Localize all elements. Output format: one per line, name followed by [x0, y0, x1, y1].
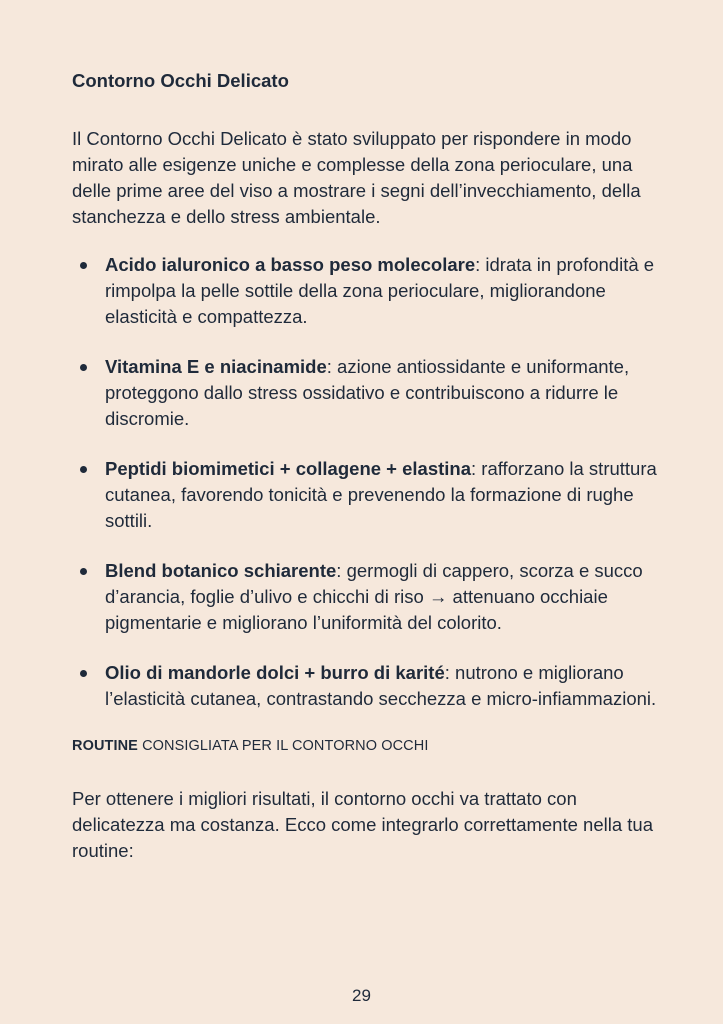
bullet-icon	[80, 364, 87, 371]
bullet-icon	[80, 262, 87, 269]
list-item	[72, 456, 662, 534]
ingredient-name: Peptidi biomimetici + collagene + elastina	[105, 458, 472, 479]
ingredient-description: : germogli di cappero, scorza e succo d’arancia, foglie d’ulivo e chicchi di riso → attenuano occhiaie pigmentarie e migliorano l’uniformità del colorito.	[105, 560, 643, 633]
bullet-icon	[80, 466, 87, 473]
routine-heading-bold: ROUTINE	[72, 738, 138, 754]
list-item	[72, 354, 662, 432]
page-content	[72, 66, 662, 864]
bullet-icon	[80, 568, 87, 575]
ingredient-description: : rafforzano la struttura cutanea, favorendo tonicità e prevenendo la formazione di rughe sottili.	[105, 458, 657, 531]
ingredient-list	[72, 252, 662, 712]
page-number: 29	[352, 986, 371, 1005]
routine-heading-rest: CONSIGLIATA PER IL CONTORNO OCCHI	[137, 738, 429, 754]
ingredient-name: Blend botanico schiarente	[105, 560, 337, 581]
routine-paragraph: Per ottenere i migliori risultati, il contorno occhi va trattato con delicatezza ma costanza. Ecco come integrarlo correttamente nella tua routine:	[72, 788, 653, 861]
ingredient-name: Acido ialuronico a basso peso molecolare	[105, 254, 476, 275]
ingredient-description: : idrata in profondità e rimpolpa la pelle sottile della zona perioculare, migliorandone elasticità e compattezza.	[105, 254, 655, 327]
section-title: Contorno Occhi Delicato	[72, 70, 289, 91]
intro-paragraph: Il Contorno Occhi Delicato è stato sviluppato per rispondere in modo mirato alle esigenze uniche e complesse della zona perioculare, una delle prime aree del viso a mostrare i segni dell’invecchiamento, della stanchezza e dello stress ambientale.	[72, 128, 641, 227]
routine-heading	[72, 736, 662, 756]
list-item	[72, 252, 662, 330]
list-item	[72, 558, 662, 636]
ingredient-name: Vitamina E e niacinamide	[105, 356, 327, 377]
bullet-icon	[80, 670, 87, 677]
ingredient-name: Olio di mandorle dolci + burro di karité	[105, 662, 445, 683]
ingredient-description: : nutrono e migliorano l’elasticità cutanea, contrastando secchezza e micro-infiammazioni.	[105, 662, 657, 709]
list-item	[72, 660, 662, 712]
ingredient-description: : azione antiossidante e uniformante, proteggono dallo stress ossidativo e contribuiscono a ridurre le discromie.	[105, 356, 630, 429]
